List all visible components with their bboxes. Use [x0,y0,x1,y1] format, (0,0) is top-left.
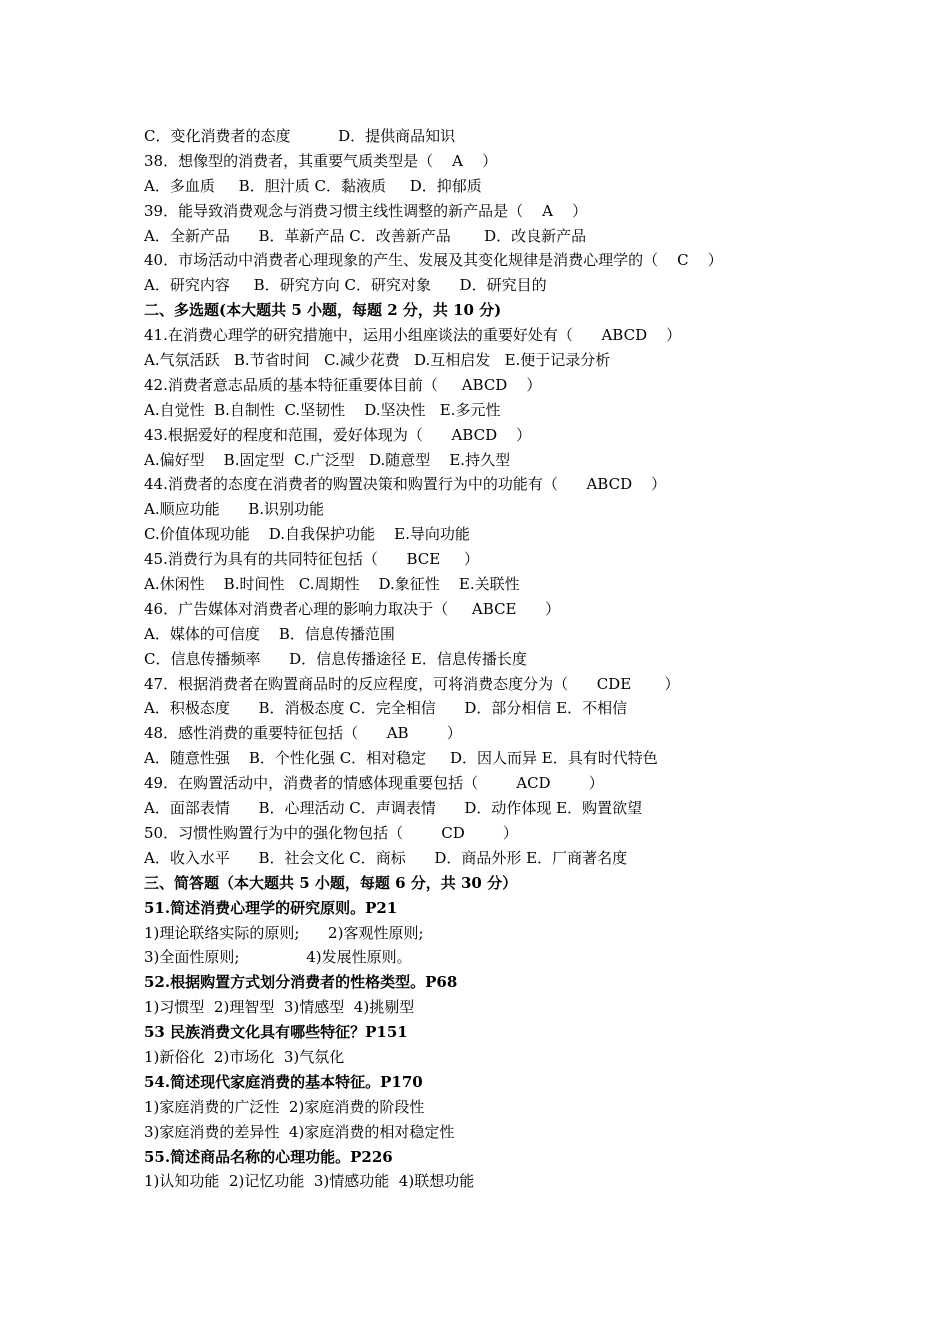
question-38: 38．想像型的消费者，其重要气质类型是（ A ） [144,151,498,170]
question-48: 48．感性消费的重要特征包括（ AB ） [144,724,462,743]
question-40-options: A．研究内容 B．研究方向 C．研究对象 D．研究目的 [144,276,547,295]
question-53: 53 民族消费文化具有哪些特征？P151 [144,1023,408,1042]
section-heading-short-answer: 三、简答题（本大题共 5 小题，每题 6 分，共 30 分） [144,873,518,892]
question-46-options-b: C．信息传播频率 D．信息传播途径 E．信息传播长度 [144,649,527,668]
answer-52: 1)习惯型 2)理智型 3)情感型 4)挑剔型 [144,998,415,1017]
question-41-options: A.气氛活跃 B.节省时间 C.减少花费 D.互相启发 E.便于记录分析 [144,351,611,370]
question-46: 46．广告媒体对消费者心理的影响力取决于（ ABCE ） [144,599,561,618]
question-41: 41.在消费心理学的研究措施中，运用小组座谈法的重要好处有（ ABCD ） [144,326,682,345]
question-50-options: A．收入水平 B．社会文化 C．商标 D．商品外形 E．厂商著名度 [144,848,628,867]
text-line: C．变化消费者的态度 D．提供商品知识 [144,127,456,145]
question-49: 49．在购置活动中，消费者的情感体现重要包括（ ACD ） [144,774,604,793]
question-49-options: A．面部表情 B．心理活动 C．声调表情 D．动作体现 E．购置欲望 [144,799,643,818]
question-55: 55.简述商品名称的心理功能。P226 [144,1147,393,1166]
section-heading-multiple-choice: 二、多选题(本大题共 5 小题，每题 2 分，共 10 分) [144,301,502,320]
question-47-options: A．积极态度 B．消极态度 C．完全相信 D．部分相信 E．不相信 [144,699,628,718]
question-47: 47．根据消费者在购置商品时的反应程度，可将消费态度分为（ CDE ） [144,674,680,693]
question-43-options: A.偏好型 B.固定型 C.广泛型 D.随意型 E.持久型 [144,450,511,469]
question-44: 44.消费者的态度在消费者的购置决策和购置行为中的功能有（ ABCD ） [144,475,667,494]
document-body [144,124,844,1194]
answer-51-b: 3)全面性原则; 4)发展性原则。 [144,948,412,967]
answer-55: 1)认知功能 2)记忆功能 3)情感功能 4)联想功能 [144,1172,475,1191]
question-44-options-b: C.价值体现功能 D.自我保护功能 E.导向功能 [144,525,470,544]
question-43: 43.根据爱好的程度和范围，爱好体现为（ ABCD ） [144,425,532,444]
question-42-options: A.自觉性 B.自制性 C.坚韧性 D.坚决性 E.多元性 [144,400,501,419]
question-40: 40．市场活动中消费者心理现象的产生、发展及其变化规律是消费心理学的（ C ） [144,251,723,270]
question-42: 42.消费者意志品质的基本特征重要体目前（ ABCD ） [144,375,542,394]
question-45: 45.消费行为具有的共同特征包括（ BCE ） [144,550,480,569]
question-38-options: A．多血质 B．胆汁质 C．黏液质 D．抑郁质 [144,176,482,195]
question-51: 51.简述消费心理学的研究原则。P21 [144,898,398,917]
question-44-options-a: A.顺应功能 B.识别功能 [144,500,325,519]
question-46-options-a: A．媒体的可信度 B．信息传播范围 [144,624,395,643]
question-48-options: A．随意性强 B．个性化强 C．相对稳定 D．因人而异 E．具有时代特色 [144,749,658,768]
question-45-options: A.休闲性 B.时间性 C.周期性 D.象征性 E.关联性 [144,575,520,594]
answer-51-a: 1)理论联络实际的原则; 2)客观性原则; [144,923,424,942]
question-39: 39．能导致消费观念与消费习惯主线性调整的新产品是（ A ） [144,201,588,220]
answer-54-b: 3)家庭消费的差异性 4)家庭消费的相对稳定性 [144,1122,455,1141]
question-54: 54.简述现代家庭消费的基本特征。P170 [144,1072,423,1091]
answer-53: 1)新俗化 2)市场化 3)气氛化 [144,1047,345,1066]
question-39-options: A．全新产品 B．革新产品 C．改善新产品 D．改良新产品 [144,226,587,245]
question-50: 50．习惯性购置行为中的强化物包括（ CD ） [144,823,518,842]
answer-54-a: 1)家庭消费的广泛性 2)家庭消费的阶段性 [144,1097,425,1116]
question-52: 52.根据购置方式划分消费者的性格类型。P68 [144,973,458,992]
